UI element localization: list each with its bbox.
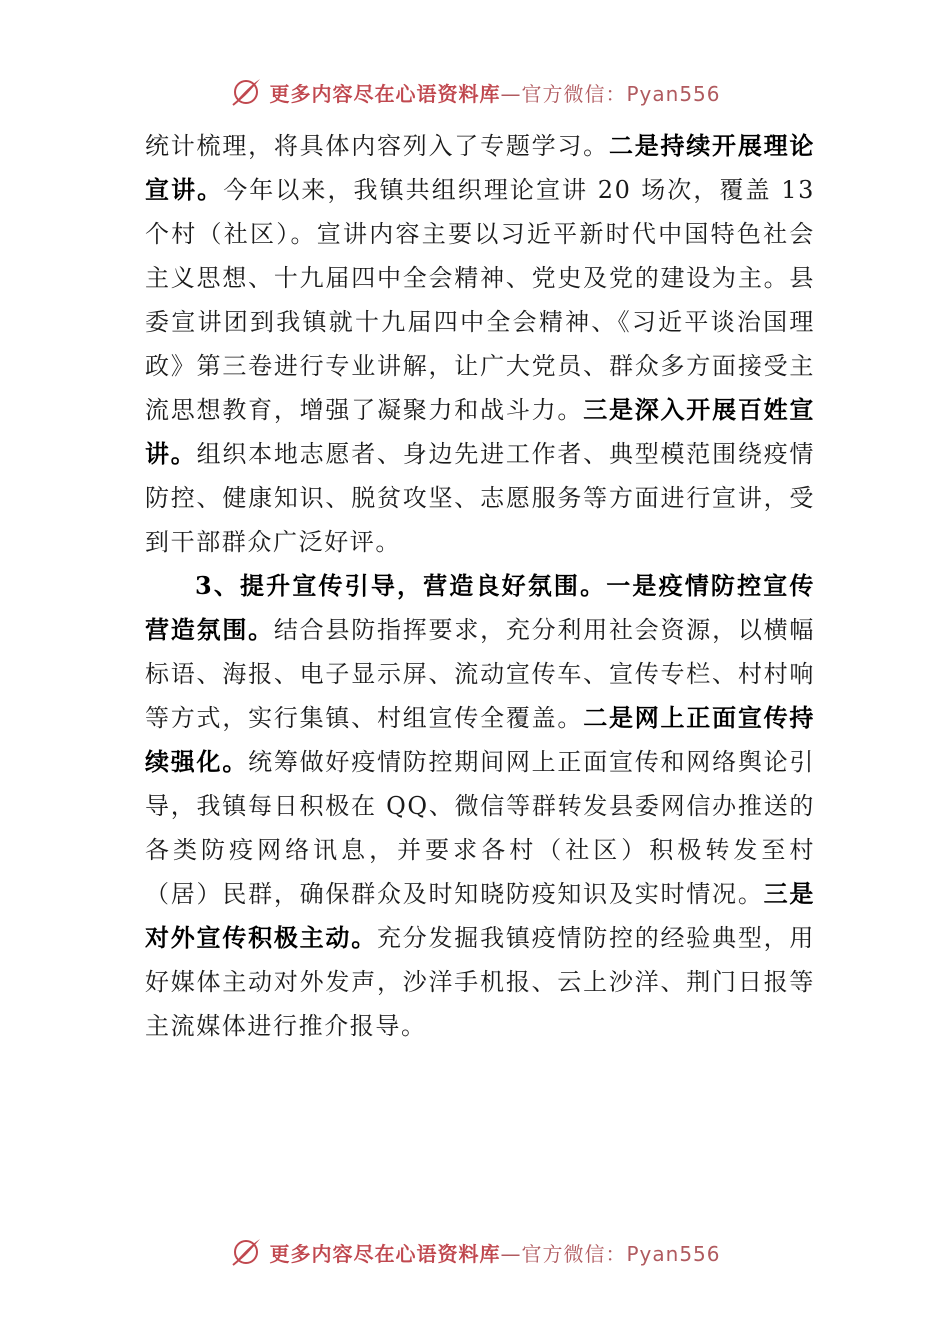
text-run: 充分发掘我镇疫情防控的经验典型，用好媒体主动对外发声，沙洋手机报、云上沙洋、荆门日报等主流媒体进行推介报导。 <box>145 924 815 1040</box>
bold-run: 三是深入开展百姓宣讲。 <box>145 395 815 468</box>
bold-run: 一是疫情防控宣传营造氛围。 <box>145 571 815 644</box>
watermark-dash: — <box>500 81 522 106</box>
quill-logo-icon <box>229 1235 263 1269</box>
watermark-id: Pyan556 <box>626 1241 721 1266</box>
paragraph-1 <box>145 124 815 564</box>
watermark-main: 更多内容尽在心语资料库 <box>269 81 501 106</box>
watermark-sub: 官方微信： <box>521 1241 627 1266</box>
watermark-dash: — <box>500 1241 522 1266</box>
quill-logo-icon <box>229 75 263 109</box>
footer-watermark <box>0 1232 950 1272</box>
text-run: 组织本地志愿者、身边先进工作者、典型模范围绕疫情防控、健康知识、脱贫攻坚、志愿服务等方面进行宣讲，受到干部群众广泛好评。 <box>145 440 815 556</box>
text-run: 结合县防指挥要求，充分利用社会资源，以横幅标语、海报、电子显示屏、流动宣传车、宣传专栏、村村响等方式，实行集镇、村组宣传全覆盖。 <box>145 616 816 732</box>
document-body <box>145 124 815 1048</box>
watermark-text <box>269 78 720 107</box>
text-run: 统计梳理，将具体内容列入了专题学习。 <box>145 132 609 160</box>
paragraph-2 <box>145 564 815 1048</box>
watermark-text <box>269 1238 720 1267</box>
watermark-id: Pyan556 <box>626 81 721 106</box>
watermark-sub: 官方微信： <box>521 81 627 106</box>
header-watermark <box>0 72 950 112</box>
bold-run: 三是对外宣传积极主动。 <box>145 879 816 952</box>
text-run: 今年以来，我镇共组织理论宣讲 20 场次，覆盖 13 个村（社区）。宣讲内容主要以习近平新时代中国特色社会主义思想、十九届四中全会精神、党史及党的建设为主。县委宣讲团到我镇就十九届四中全会精神、《习近平谈治国理政》第三卷进行专业讲解，让广大党员、群众多方面接受主流思想教育，增强了凝聚力和战斗力。 <box>145 176 815 424</box>
text-run: 统筹做好疫情防控期间网上正面宣传和网络舆论引导，我镇每日积极在 QQ、微信等群转发县委网信办推送的各类防疫网络讯息，并要求各村（社区）积极转发至村（居）民群，确保群众及时知晓防疫知识及实时情况。 <box>145 748 815 908</box>
section-heading: 3、提升宣传引导，营造良好氛围。 <box>195 571 607 600</box>
bold-run: 二是持续开展理论宣讲。 <box>145 131 815 204</box>
watermark-main: 更多内容尽在心语资料库 <box>269 1241 501 1266</box>
bold-run: 二是网上正面宣传持续强化。 <box>145 703 815 776</box>
